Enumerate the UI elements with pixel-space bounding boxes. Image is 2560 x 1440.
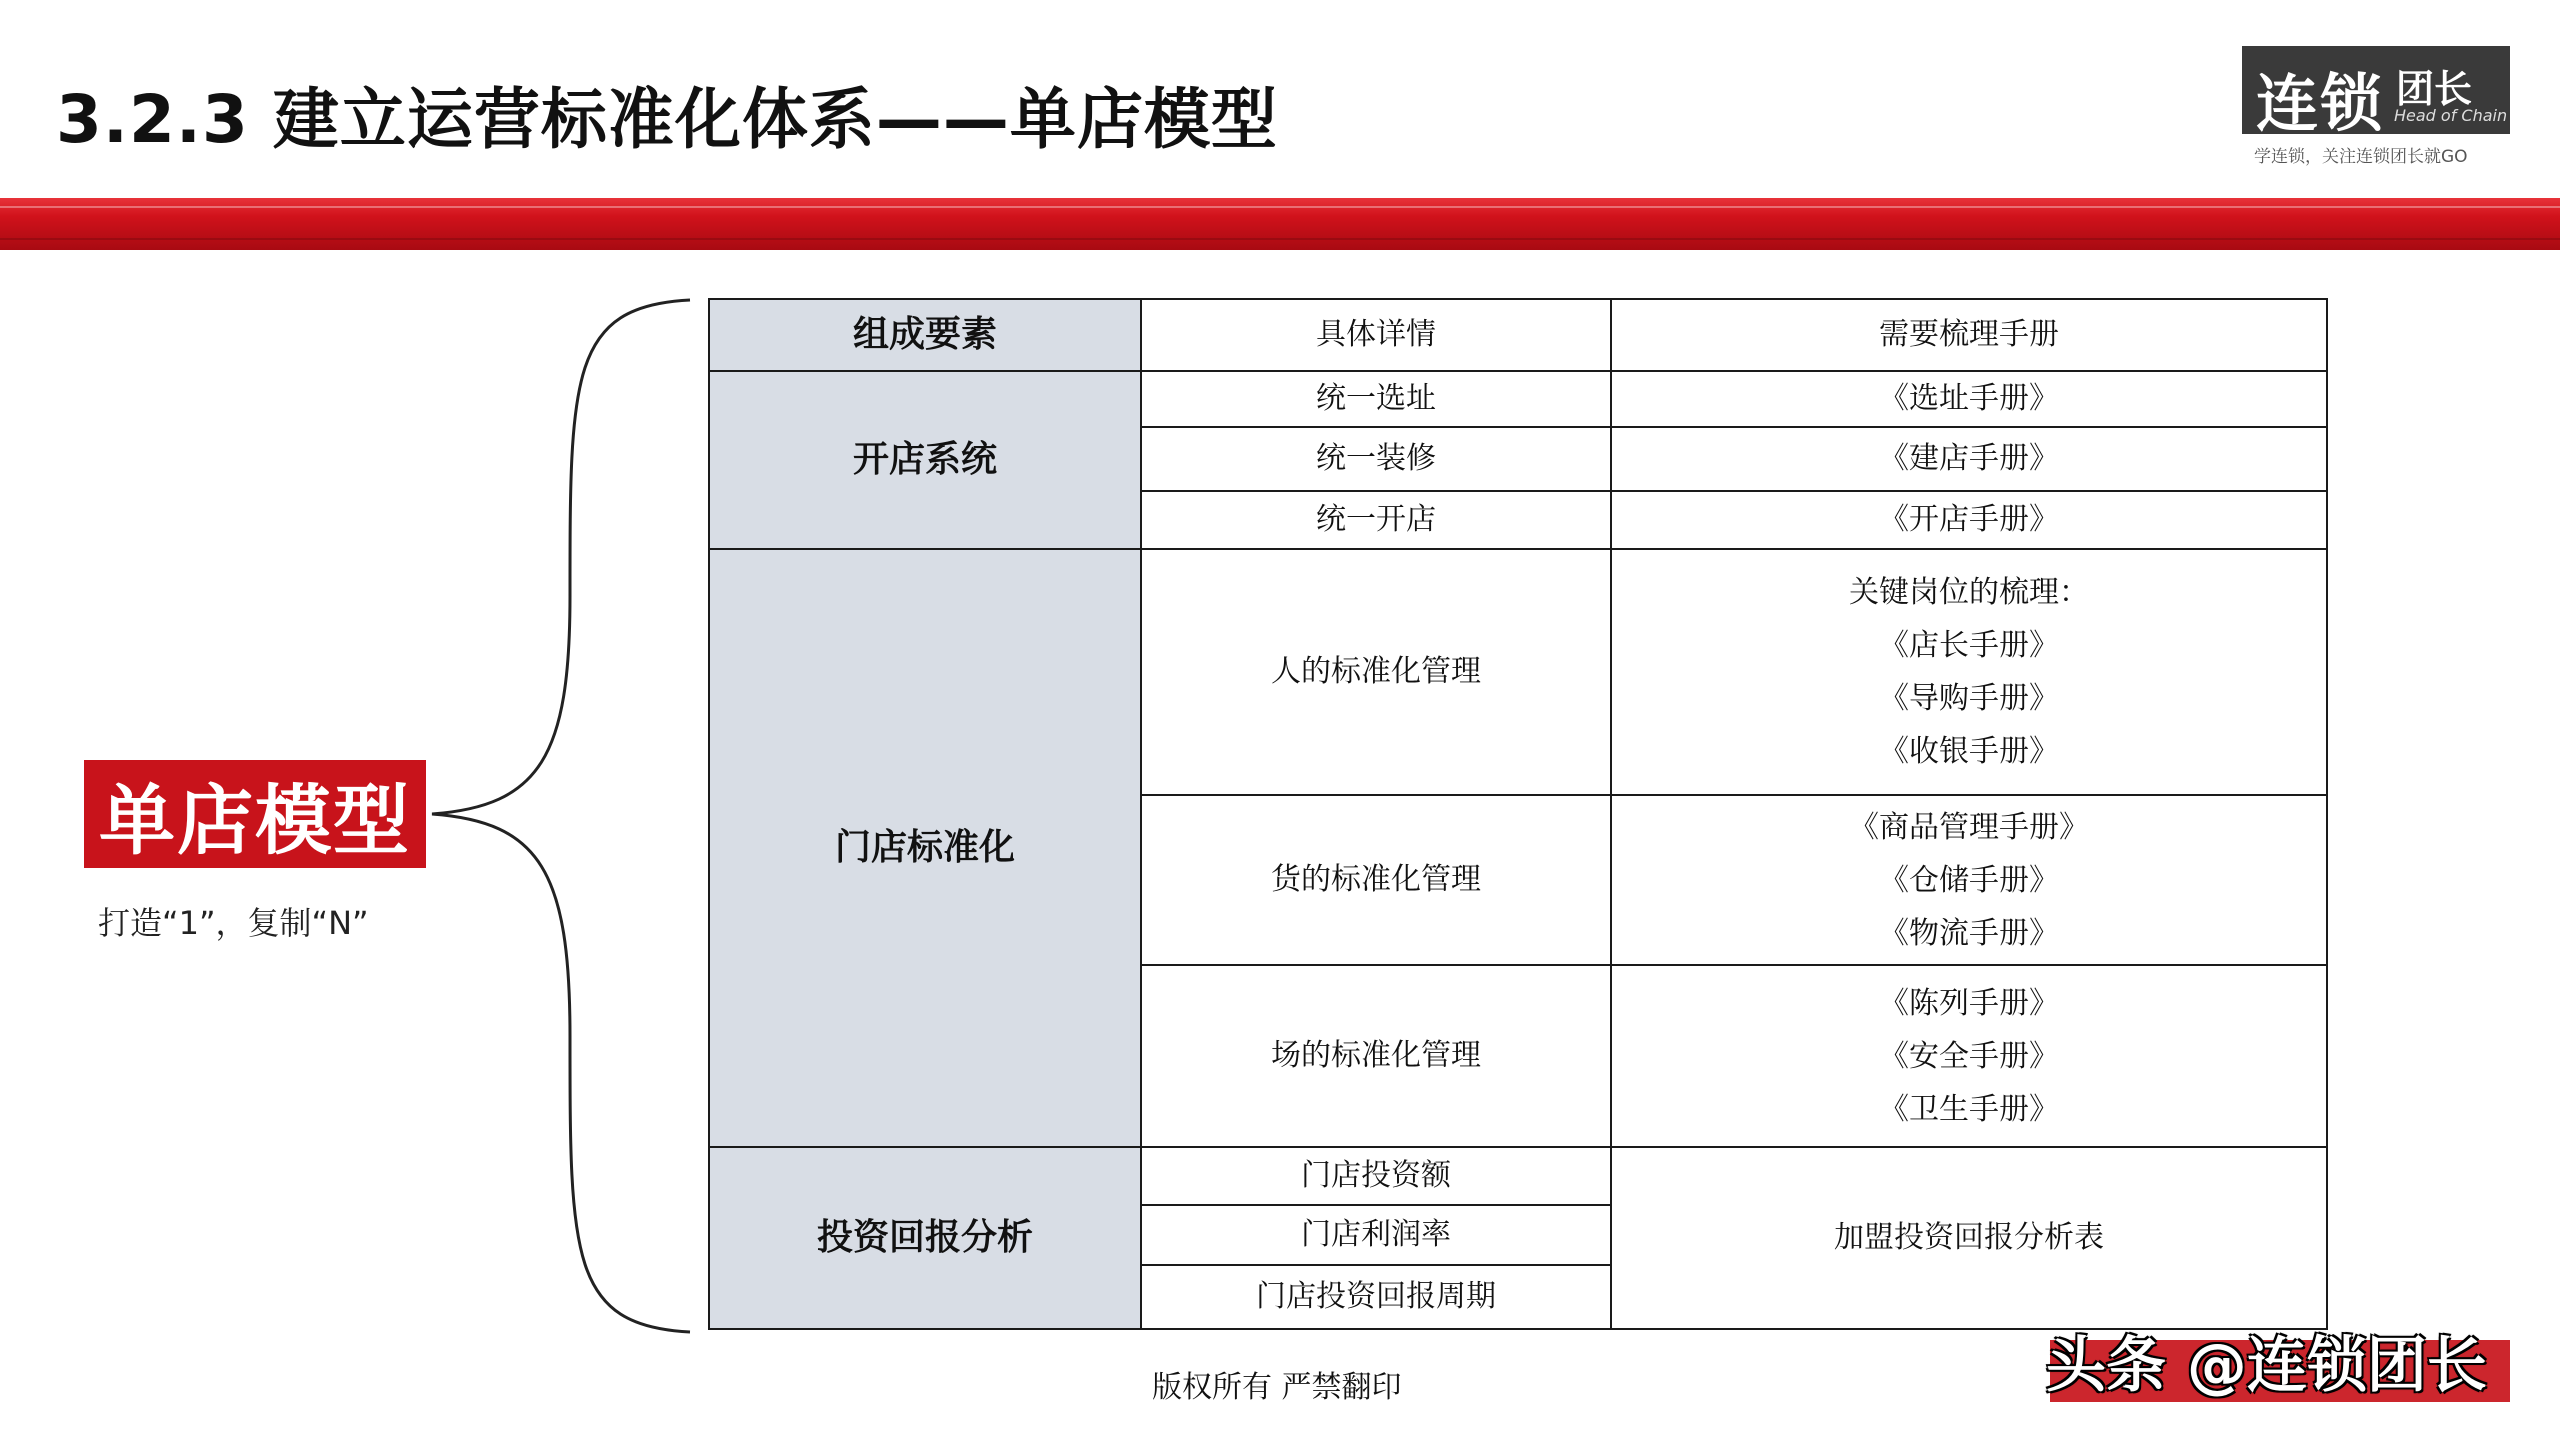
manual-line: 《陈列手册》 xyxy=(1879,985,2059,1021)
manual-cell: 《开店手册》 xyxy=(1611,491,2327,549)
manual-line: 《仓储手册》 xyxy=(1879,862,2059,898)
category-roi-analysis: 投资回报分析 xyxy=(709,1147,1141,1329)
detail-cell: 统一装修 xyxy=(1141,427,1611,491)
manual-list-cell xyxy=(1611,965,2327,1147)
model-table xyxy=(708,298,2328,1330)
manual-line: 《收银手册》 xyxy=(1879,734,2059,769)
detail-cell: 统一选址 xyxy=(1141,371,1611,427)
manual-cell: 《建店手册》 xyxy=(1611,427,2327,491)
logo-name-1: 连锁 xyxy=(2256,67,2385,140)
header-details: 具体详情 xyxy=(1141,299,1611,371)
detail-cell: 门店投资额 xyxy=(1141,1147,1611,1205)
manual-list-cell xyxy=(1611,549,2327,795)
header-red-band xyxy=(0,198,2560,250)
page-title: 3.2.3 建立运营标准化体系——单店模型 xyxy=(56,81,1278,158)
manual-line: 《卫生手册》 xyxy=(1879,1091,2059,1127)
manual-cell: 加盟投资回报分析表 xyxy=(1611,1147,2327,1329)
brand-logo xyxy=(2242,46,2510,140)
table-header-row xyxy=(709,299,2327,371)
curly-brace-icon xyxy=(420,296,700,1336)
model-subtitle: 打造“1”，复制“N” xyxy=(98,904,369,942)
single-store-model-label: 单店模型 xyxy=(84,760,426,868)
manual-line: 《商品管理手册》 xyxy=(1849,809,2089,845)
manual-line: 《店长手册》 xyxy=(1879,628,2059,663)
table-row xyxy=(709,371,2327,427)
watermark-text: 头条 @连锁团长 xyxy=(2046,1331,2487,1401)
header-manuals: 需要梳理手册 xyxy=(1611,299,2327,371)
detail-cell: 门店投资回报周期 xyxy=(1141,1265,1611,1329)
manual-list-cell xyxy=(1611,795,2327,965)
manual-line: 《安全手册》 xyxy=(1879,1038,2059,1074)
logo-tagline: 学连锁，关注连锁团长就GO xyxy=(2254,147,2468,167)
category-store-standardization: 门店标准化 xyxy=(709,549,1141,1147)
detail-cell: 货的标准化管理 xyxy=(1141,795,1611,965)
detail-cell: 统一开店 xyxy=(1141,491,1611,549)
detail-cell: 场的标准化管理 xyxy=(1141,965,1611,1147)
manual-line: 《物流手册》 xyxy=(1879,915,2059,951)
manual-cell: 《选址手册》 xyxy=(1611,371,2327,427)
copyright-notice: 版权所有 严禁翻印 xyxy=(1152,1370,1402,1405)
category-open-system: 开店系统 xyxy=(709,371,1141,549)
header-components: 组成要素 xyxy=(709,299,1141,371)
manual-line: 关键岗位的梳理： xyxy=(1849,575,2089,610)
logo-name-2: 团长 xyxy=(2396,67,2473,111)
manual-line: 《导购手册》 xyxy=(1879,681,2059,716)
table-row xyxy=(709,549,2327,795)
table-row xyxy=(709,1147,2327,1205)
detail-cell: 人的标准化管理 xyxy=(1141,549,1611,795)
logo-name-en: Head of Chain xyxy=(2394,106,2508,125)
detail-cell: 门店利润率 xyxy=(1141,1205,1611,1265)
